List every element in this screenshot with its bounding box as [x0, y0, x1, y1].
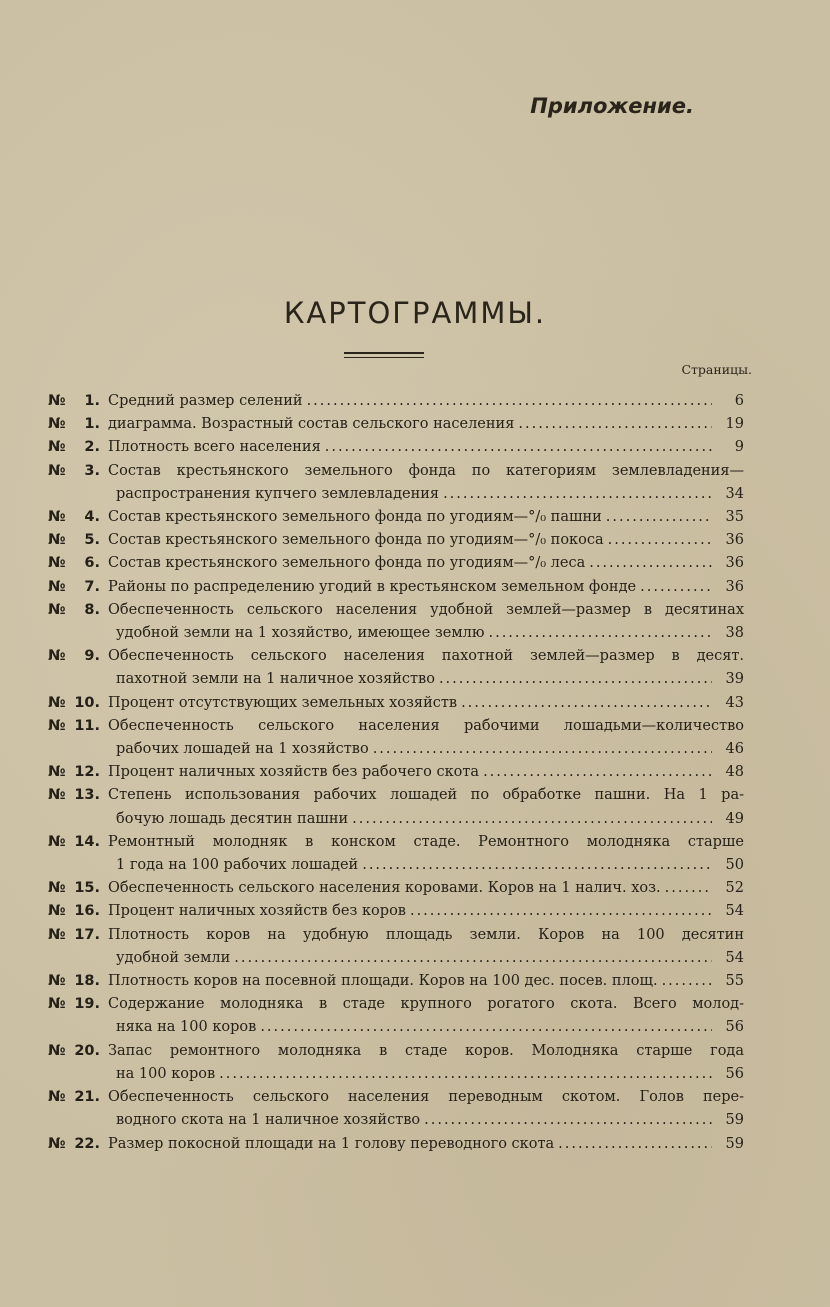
page-number: 56: [725, 1019, 744, 1036]
entry-text-line: удобной земли на 1 хозяйство, имеющее землю: [116, 625, 485, 642]
number-value: 8.: [84, 601, 100, 618]
entry-text-line: Обеспеченность сельского населения пахотной землей—размер в десят.: [108, 648, 744, 665]
toc-entry: [44, 877, 744, 900]
page-number: 46: [725, 741, 744, 758]
number-value: 6.: [84, 555, 100, 572]
dot-leader: [234, 947, 712, 970]
page-number: 36: [725, 555, 744, 572]
title-double-rule: [344, 352, 424, 358]
entry-last-line: [108, 854, 744, 877]
number-value: 21.: [74, 1089, 100, 1106]
number-value: 10.: [74, 694, 100, 711]
number-sign: №: [48, 532, 66, 549]
entry-text-line: Состав крестьянского земельного фонда по угодиям—°/₀ леса: [108, 555, 586, 572]
entry-last-line: [108, 622, 744, 645]
entry-number: [44, 715, 100, 738]
entry-last-line: [108, 483, 744, 506]
toc-entry: [44, 390, 744, 413]
number-sign: №: [48, 393, 66, 409]
entry-last-line: [108, 529, 744, 552]
entry-number: [44, 506, 100, 529]
number-value: 1.: [84, 416, 100, 433]
number-value: 16.: [74, 903, 100, 920]
number-value: 3.: [84, 462, 100, 479]
entry-last-line: [108, 390, 744, 413]
page-number: 9: [734, 439, 744, 456]
toc-entry: [44, 460, 744, 506]
entry-text-line: рабочих лошадей на 1 хозяйство: [116, 741, 369, 758]
dot-leader: [373, 738, 712, 761]
entry-number: [44, 877, 100, 900]
number-sign: №: [48, 1089, 66, 1106]
toc-entry: [44, 552, 744, 575]
entry-number: [44, 1040, 100, 1063]
pages-column-label: Страницы.: [681, 362, 752, 377]
toc-entry: [44, 506, 744, 529]
number-value: 5.: [84, 532, 100, 549]
entry-text-line: Районы по распределению угодий в крестьянском земельном фонде: [108, 578, 637, 595]
page-number: 34: [725, 485, 744, 502]
entry-text-line: няка на 100 коров: [116, 1019, 257, 1036]
entry-text-line: Обеспеченность сельского населения коровами. Коров на 1 налич. хоз.: [108, 880, 661, 897]
number-sign: №: [48, 880, 66, 897]
entry-number: [44, 529, 100, 552]
page-number: 36: [725, 532, 744, 549]
dot-leader: [219, 1063, 712, 1086]
number-value: 13.: [74, 787, 100, 804]
number-value: 17.: [74, 926, 100, 943]
dot-leader: [483, 761, 712, 784]
toc-entry: [44, 1040, 744, 1086]
entry-last-line: [108, 877, 744, 900]
page-number: 54: [725, 949, 744, 966]
dot-leader: [608, 529, 712, 552]
entry-number: [44, 599, 100, 622]
toc-entry: [44, 599, 744, 645]
entry-text-line: распространения купчего землевладения: [116, 485, 440, 502]
entry-number: [44, 413, 100, 436]
entry-number: [44, 970, 100, 993]
entry-last-line: [108, 1109, 744, 1132]
dot-leader: [665, 877, 712, 900]
entry-last-line: [108, 668, 744, 691]
number-value: 14.: [74, 833, 100, 850]
page-number: 19: [725, 416, 744, 433]
page-title: КАРТОГРАММЫ.: [283, 296, 547, 330]
page-number: 55: [725, 973, 744, 990]
dot-leader: [424, 1109, 712, 1132]
page-number: 56: [725, 1065, 744, 1082]
page-number: 59: [725, 1112, 744, 1129]
entry-text-line: Процент наличных хозяйств без рабочего скота: [108, 764, 480, 781]
entry-last-line: [108, 970, 744, 993]
page-number: 59: [725, 1135, 744, 1152]
entry-number: [44, 460, 100, 483]
number-sign: №: [48, 601, 66, 618]
toc-entry: [44, 576, 744, 599]
number-value: 4.: [84, 509, 100, 526]
dot-leader: [325, 436, 712, 459]
number-value: 15.: [74, 880, 100, 897]
entry-text-line: Обеспеченность сельского населения удобной землей—размер в десятинах: [108, 601, 744, 618]
number-value: 22.: [74, 1135, 100, 1152]
toc-entry: [44, 1133, 744, 1156]
page-number: 36: [725, 578, 744, 595]
page-number: 50: [725, 857, 744, 874]
entry-number: [44, 645, 100, 668]
toc-entry: [44, 413, 744, 436]
entry-text-line: 1 года на 100 рабочих лошадей: [116, 857, 359, 874]
number-value: 20.: [74, 1042, 100, 1059]
entry-number: [44, 784, 100, 807]
number-value: 7.: [84, 578, 100, 595]
number-sign: №: [48, 462, 66, 479]
page-number: 49: [725, 810, 744, 827]
entry-text-line: Средний размер селений: [108, 393, 303, 409]
entry-text-line: Обеспеченность сельского населения переводным скотом. Голов пере-: [108, 1089, 744, 1106]
dot-leader: [362, 854, 712, 877]
toc-entry: [44, 784, 744, 830]
dot-leader: [558, 1133, 712, 1156]
number-sign: №: [48, 439, 66, 456]
number-sign: №: [48, 996, 66, 1013]
entry-last-line: [108, 1016, 744, 1039]
entry-text-line: Процент наличных хозяйств без коров: [108, 903, 406, 920]
number-sign: №: [48, 416, 66, 433]
dot-leader: [307, 390, 712, 413]
page-number: 54: [725, 903, 744, 920]
number-sign: №: [48, 1135, 66, 1152]
entry-last-line: [108, 761, 744, 784]
entry-number: [44, 924, 100, 947]
number-value: 9.: [84, 648, 100, 665]
dot-leader: [662, 970, 712, 993]
number-sign: №: [48, 1042, 66, 1059]
entry-text-line: Плотность всего населения: [108, 439, 321, 456]
toc-entry: [44, 692, 744, 715]
dot-leader: [461, 692, 712, 715]
dot-leader: [260, 1016, 712, 1039]
number-sign: №: [48, 509, 66, 526]
entry-number: [44, 436, 100, 459]
dot-leader: [518, 413, 712, 436]
toc-entry: [44, 900, 744, 923]
dot-leader: [488, 622, 712, 645]
toc-entry: [44, 436, 744, 459]
number-sign: №: [48, 717, 66, 734]
entry-text-line: Состав крестьянского земельного фонда по угодиям—°/₀ пашни: [108, 509, 602, 526]
entry-number: [44, 993, 100, 1016]
entry-text-line: Запас ремонтного молодняка в стаде коров. Молодняка старше года: [108, 1042, 744, 1059]
entry-last-line: [108, 436, 744, 459]
number-sign: №: [48, 833, 66, 850]
number-value: 11.: [74, 717, 100, 734]
entry-number: [44, 831, 100, 854]
entry-text-line: Состав крестьянского земельного фонда по категориям землевладения—: [108, 462, 744, 479]
entry-number: [44, 900, 100, 923]
entry-text-line: Степень использования рабочих лошадей по обработке пашни. На 1 ра-: [108, 787, 744, 804]
dot-leader: [410, 900, 712, 923]
entry-last-line: [108, 1133, 744, 1156]
entry-number: [44, 1133, 100, 1156]
entry-last-line: [108, 1063, 744, 1086]
dot-leader: [443, 483, 712, 506]
toc-entry: [44, 1086, 744, 1132]
entry-number: [44, 692, 100, 715]
entry-text-line: пахотной земли на 1 наличное хозяйство: [116, 671, 435, 688]
number-value: 19.: [74, 996, 100, 1013]
number-value: 1.: [84, 393, 100, 409]
page-number: 52: [725, 880, 744, 897]
page-number: 39: [725, 671, 744, 688]
entry-last-line: [108, 552, 744, 575]
number-sign: №: [48, 903, 66, 920]
toc-entry: [44, 970, 744, 993]
entry-text-line: бочую лошадь десятин пашни: [116, 810, 349, 827]
number-value: 18.: [74, 973, 100, 990]
entry-last-line: [108, 808, 744, 831]
entry-last-line: [108, 506, 744, 529]
page-number: 35: [725, 509, 744, 526]
dot-leader: [640, 576, 712, 599]
number-sign: №: [48, 973, 66, 990]
entry-text-line: Размер покосной площади на 1 голову переводного скота: [108, 1135, 555, 1152]
number-sign: №: [48, 764, 66, 781]
number-sign: №: [48, 694, 66, 711]
entry-text-line: на 100 коров: [116, 1065, 216, 1082]
entry-text-line: Ремонтный молодняк в конском стаде. Ремонтного молодняка старше: [108, 833, 744, 850]
entry-text-line: Содержание молодняка в стаде крупного рогатого скота. Всего молод-: [108, 996, 744, 1013]
entry-text-line: Состав крестьянского земельного фонда по угодиям—°/₀ покоса: [108, 532, 604, 549]
entry-text-line: Плотность коров на посевной площади. Коров на 100 дес. посев. площ.: [108, 973, 658, 990]
entry-last-line: [108, 738, 744, 761]
dot-leader: [606, 506, 712, 529]
entry-number: [44, 1086, 100, 1109]
entry-last-line: [108, 413, 744, 436]
entry-last-line: [108, 900, 744, 923]
entry-number: [44, 761, 100, 784]
entry-last-line: [108, 692, 744, 715]
appendix-heading: Приложение.: [530, 94, 694, 118]
number-sign: №: [48, 578, 66, 595]
page-number: 6: [734, 393, 744, 409]
dot-leader: [439, 668, 712, 691]
number-value: 12.: [74, 764, 100, 781]
entry-text-line: диаграмма. Возрастный состав сельского населения: [108, 416, 515, 433]
number-sign: №: [48, 648, 66, 665]
contents-list: [44, 390, 744, 1156]
toc-entry: [44, 761, 744, 784]
page-number: 43: [725, 694, 744, 711]
page-number: 38: [725, 625, 744, 642]
toc-entry: [44, 924, 744, 970]
number-sign: №: [48, 926, 66, 943]
entry-text-line: Плотность коров на удобную площадь земли. Коров на 100 десятин: [108, 926, 744, 943]
number-sign: №: [48, 555, 66, 572]
toc-entry: [44, 529, 744, 552]
number-value: 2.: [84, 439, 100, 456]
entry-text-line: удобной земли: [116, 949, 231, 966]
dot-leader: [589, 552, 712, 575]
entry-last-line: [108, 947, 744, 970]
entry-number: [44, 552, 100, 575]
entry-number: [44, 390, 100, 413]
number-sign: №: [48, 787, 66, 804]
toc-entry: [44, 993, 744, 1039]
page-number: 48: [725, 764, 744, 781]
entry-number: [44, 576, 100, 599]
toc-entry: [44, 831, 744, 877]
entry-last-line: [108, 576, 744, 599]
toc-entry: [44, 645, 744, 691]
entry-text-line: Обеспеченность сельского населения рабочими лошадьми—количество: [108, 717, 744, 734]
entry-text-line: Процент отсутствующих земельных хозяйств: [108, 694, 458, 711]
entry-text-line: водного скота на 1 наличное хозяйство: [116, 1112, 421, 1129]
dot-leader: [352, 808, 712, 831]
toc-entry: [44, 715, 744, 761]
